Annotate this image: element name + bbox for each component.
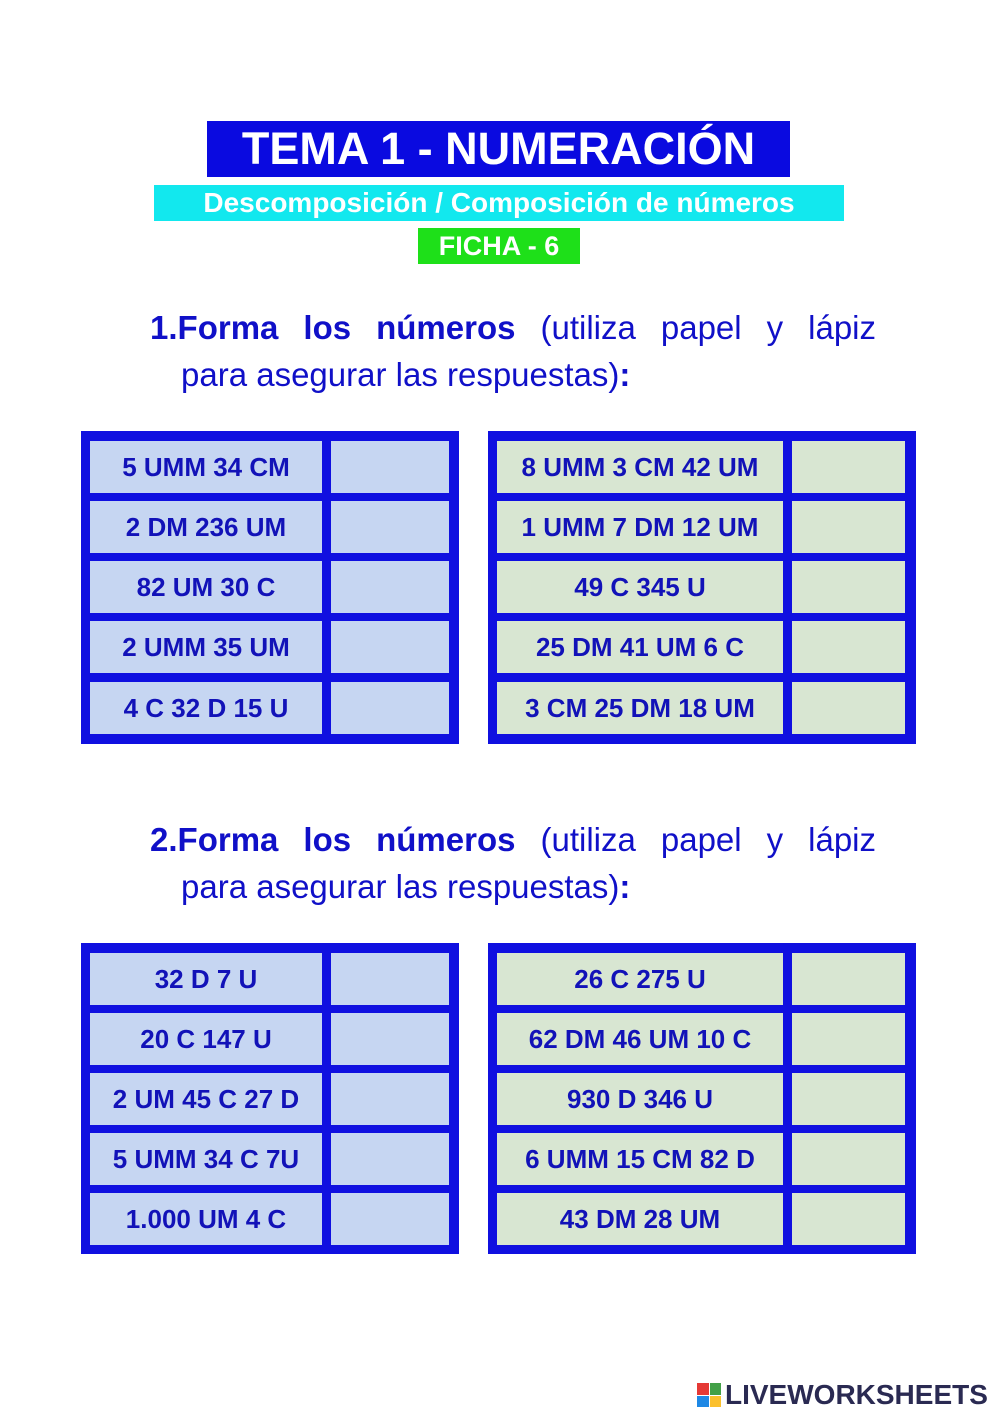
answer-box[interactable] [331,1013,449,1065]
table-cell: 20 C 147 U [90,1013,322,1065]
table-cell: 62 DM 46 UM 10 C [497,1013,783,1065]
table-cell: 82 UM 30 C [90,561,322,613]
table-cell: 32 D 7 U [90,953,322,1005]
exercise-2-instruction [150,816,876,910]
answer-box[interactable] [792,1073,905,1125]
table-cell: 3 CM 25 DM 18 UM [497,682,783,734]
table-cell: 43 DM 28 UM [497,1193,783,1245]
exercise-colon: : [619,868,631,905]
exercise-1-instruction [150,304,876,398]
exercise-2-right-table [488,943,916,1254]
answer-box[interactable] [331,1193,449,1245]
answer-box[interactable] [331,1133,449,1185]
answer-box[interactable] [792,561,905,613]
table-cell: 26 C 275 U [497,953,783,1005]
table-cell: 930 D 346 U [497,1073,783,1125]
exercise-bold: Forma los números [177,309,516,346]
answer-box[interactable] [331,682,449,734]
answer-box[interactable] [792,621,905,673]
answer-box[interactable] [331,1073,449,1125]
liveworksheets-logo [697,1381,988,1409]
table-cell: 1 UMM 7 DM 12 UM [497,501,783,553]
exercise-bold: Forma los números [177,821,516,858]
exercise-rest: (utiliza papel y lápiz [540,309,877,346]
exercise-number: 2. [150,821,178,858]
answer-box[interactable] [331,441,449,493]
answer-box[interactable] [331,953,449,1005]
table-cell: 8 UMM 3 CM 42 UM [497,441,783,493]
answer-box[interactable] [792,682,905,734]
answer-box[interactable] [792,1133,905,1185]
answer-box[interactable] [792,501,905,553]
table-cell: 2 DM 236 UM [90,501,322,553]
table-cell: 2 UMM 35 UM [90,621,322,673]
exercise-1-left-table [81,431,459,744]
logo-text: LIVEWORKSHEETS [725,1379,988,1410]
answer-box[interactable] [792,1193,905,1245]
answer-box[interactable] [331,561,449,613]
page-subtitle: Descomposición / Composición de números [154,185,844,221]
answer-box[interactable] [331,621,449,673]
answer-box[interactable] [792,953,905,1005]
answer-box[interactable] [331,501,449,553]
table-cell: 49 C 345 U [497,561,783,613]
exercise-colon: : [619,356,631,393]
ficha-label: FICHA - 6 [418,228,580,264]
answer-box[interactable] [792,441,905,493]
exercise-rest: (utiliza papel y lápiz [540,821,877,858]
exercise-line2: para asegurar las respuestas) [181,868,620,905]
answer-box[interactable] [792,1013,905,1065]
exercise-2-left-table [81,943,459,1254]
table-cell: 25 DM 41 UM 6 C [497,621,783,673]
logo-icon [697,1383,721,1407]
table-cell: 2 UM 45 C 27 D [90,1073,322,1125]
table-cell: 4 C 32 D 15 U [90,682,322,734]
table-cell: 6 UMM 15 CM 82 D [497,1133,783,1185]
table-cell: 1.000 UM 4 C [90,1193,322,1245]
exercise-line2: para asegurar las respuestas) [181,356,620,393]
exercise-number: 1. [150,309,178,346]
table-cell: 5 UMM 34 C 7U [90,1133,322,1185]
exercise-1-right-table [488,431,916,744]
page-title: TEMA 1 - NUMERACIÓN [207,121,790,177]
table-cell: 5 UMM 34 CM [90,441,322,493]
